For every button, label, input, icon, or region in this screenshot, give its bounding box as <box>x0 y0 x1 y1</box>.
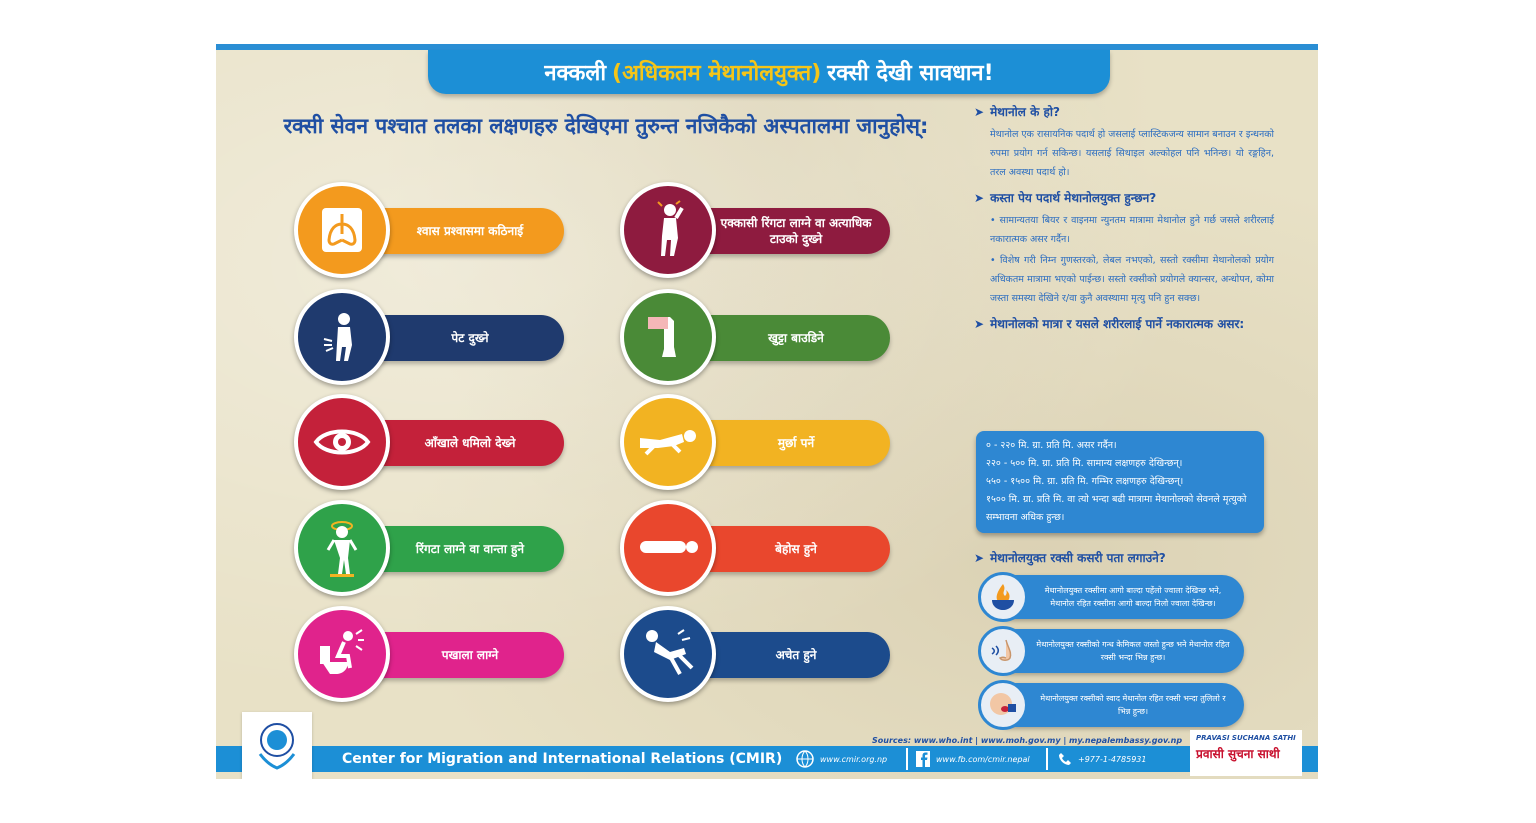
globe-icon <box>796 750 814 768</box>
lungs-icon <box>294 182 390 278</box>
dose-line: ५५० - १५०० मि. ग्रा. प्रति मि. गम्भिर लक्षणहरु देखिन्छन्। <box>986 476 1184 487</box>
partner-logo <box>1190 730 1302 776</box>
org-name: Center for Migration and International Relations (CMIR) <box>342 751 783 767</box>
title-part1: नक्कली <box>544 61 607 86</box>
symptom-unconscious <box>620 500 892 596</box>
symptom-dizziness <box>294 500 566 596</box>
symptom-label: श्वास प्रश्वासमा कठिनाई <box>334 208 564 254</box>
main-heading: रक्सी सेवन पश्चात तलका लक्षणहरु देखिएमा तुरुन्त नजिकैको अस्पतालमा जानुहोस्: <box>283 114 929 138</box>
leg-cramp-icon <box>620 289 716 385</box>
flame-bowl-icon <box>978 572 1028 622</box>
web-link[interactable]: www.cmir.org.np <box>820 754 888 764</box>
symptom-label: आँखाले धमिलो देख्ने <box>334 420 564 466</box>
symptom-breathing <box>294 182 566 278</box>
dizziness-icon <box>294 500 390 596</box>
symptom-leg-cramp <box>620 289 892 385</box>
detect-text: मेथानोलयुक्त रक्सीमा आगो बाल्दा पहेंलो ज्वाला देखिन्छ भने, मेथानोल रहित रक्सीमा आगो बाल्दा निलो ज्वाला देखिन्छ। <box>1004 575 1244 619</box>
info-column <box>974 104 1274 333</box>
nose-smell-icon <box>978 626 1028 676</box>
collapse-icon <box>620 606 716 702</box>
section-bullet: • विशेष गरी निम्न गुणस्तरको, लेबल नभएको, सस्तो रक्सीमा मेथानोलको प्रयोग अधिकतम मात्रामा भएको पाईन्छ। सस्तो रक्सीको प्रयोगले क्यान्सर, अन्धोपन, कोमा जस्ता समस्या देखिने र/वा कुनै अवस्थामा मृत्यु पनि हुन सक्छ। <box>990 255 1274 304</box>
section-bullet: • सामान्यतया बियर र वाइनमा न्युनतम मात्रामा मेथानोल हुने गर्छ जसले शरीरलाई नकारात्मक असर गर्दैन। <box>990 215 1274 245</box>
fainting-icon <box>620 394 716 490</box>
symptom-fainting <box>620 394 892 490</box>
title-highlight: (अधिकतम मेथानोलयुक्त) <box>612 61 822 86</box>
symptom-label: मुर्छा पर्ने <box>660 420 890 466</box>
detect-item-taste <box>978 680 1246 730</box>
section-heading: ➤ कस्ता पेय पदार्थ मेथानोलयुक्त हुन्छन? <box>974 191 1157 205</box>
partner-name-en: PRAVASI SUCHANA SATHI <box>1196 734 1296 742</box>
toilet-icon <box>294 606 390 702</box>
headache-icon <box>620 182 716 278</box>
section-heading: ➤ मेथानोल के हो? <box>974 105 1060 119</box>
symptom-stomach <box>294 289 566 385</box>
contact-phone[interactable] <box>1058 746 1146 772</box>
symptom-blurred-vision <box>294 394 566 490</box>
detect-text: मेथानोलयुक्त रक्सीको गन्ध केमिकल जस्तो हुन्छ भने मेथानोल रहित रक्सी भन्दा भिन्न हुन्छ। <box>1004 629 1244 673</box>
stomach-ache-icon <box>294 289 390 385</box>
dose-info-box <box>976 431 1264 533</box>
divider <box>1046 748 1048 770</box>
detect-item-flame <box>978 572 1246 622</box>
symptom-label: बेहोस हुने <box>660 526 890 572</box>
phone-icon <box>1058 752 1072 766</box>
symptom-headache <box>620 182 892 278</box>
symptom-label: एक्कासी रिंगटा लाग्ने वा अत्याधिक टाउको दुख्ने <box>660 208 890 254</box>
symptom-label: पखाला लाग्ने <box>334 632 564 678</box>
detect-text: मेथानोलयुक्त रक्सीको स्वाद मेथानोल रहित रक्सी भन्दा तुलिलो र भिन्न हुन्छ। <box>1004 683 1244 727</box>
dose-line: ० - २२० मि. ग्रा. प्रति मि. असर गर्दैन। <box>986 440 1117 451</box>
section-text: मेथानोल एक रासायनिक पदार्थ हो जसलाई प्लास्टिकजन्य सामान बनाउन र इन्धनको रुपमा प्रयोग गर्न सकिन्छ। यसलाई सिथाइल अल्कोहल पनि भनिन्छ। यो रङ्गहिन, तरल अवस्था पदार्थ हो। <box>990 129 1275 178</box>
phone-number[interactable]: +977-1-4785931 <box>1078 754 1147 764</box>
contact-facebook[interactable] <box>916 746 1030 772</box>
taste-icon <box>978 680 1028 730</box>
symptom-collapse <box>620 606 892 702</box>
symptom-label: खुट्टा बाउडिने <box>660 315 890 361</box>
symptom-label: अचेत हुने <box>660 632 890 678</box>
detect-item-smell <box>978 626 1246 676</box>
unconscious-icon <box>620 500 716 596</box>
eye-icon <box>294 394 390 490</box>
awareness-poster <box>216 44 1318 779</box>
section-heading: ➤ मेथानोलको मात्रा र यसले शरीरलाई पार्ने नकारात्मक असर: <box>974 317 1245 331</box>
dose-line: १५०० मि. ग्रा. प्रति मि. वा त्यो भन्दा बढी मात्रामा मेथानोलको सेवनले मृत्युको सम्भावना अधिक हुन्छ। <box>986 494 1247 523</box>
facebook-icon <box>916 751 930 767</box>
symptom-label: पेट दुख्ने <box>334 315 564 361</box>
sources-text: Sources: www.who.int | www.moh.gov.my | my.nepalembassy.gov.np <box>872 736 1183 745</box>
divider <box>906 748 908 770</box>
contact-web[interactable] <box>796 746 887 772</box>
cmir-logo <box>242 712 312 779</box>
symptom-diarrhea <box>294 606 566 702</box>
title-banner <box>428 50 1110 94</box>
section-heading: ➤ मेथानोलयुक्त रक्सी कसरी पता लगाउने? <box>974 551 1166 565</box>
dose-line: २२० - ५०० मि. ग्रा. प्रति मि. सामान्य लक्षणहरु देखिन्छन्। <box>986 458 1183 469</box>
symptom-label: रिंगटा लाग्ने वा वान्ता हुने <box>334 526 564 572</box>
partner-name-np: प्रवासी सुचना साथी <box>1196 747 1280 761</box>
title-part2: रक्सी देखी सावधान! <box>827 61 994 86</box>
facebook-link[interactable]: www.fb.com/cmir.nepal <box>936 754 1030 764</box>
